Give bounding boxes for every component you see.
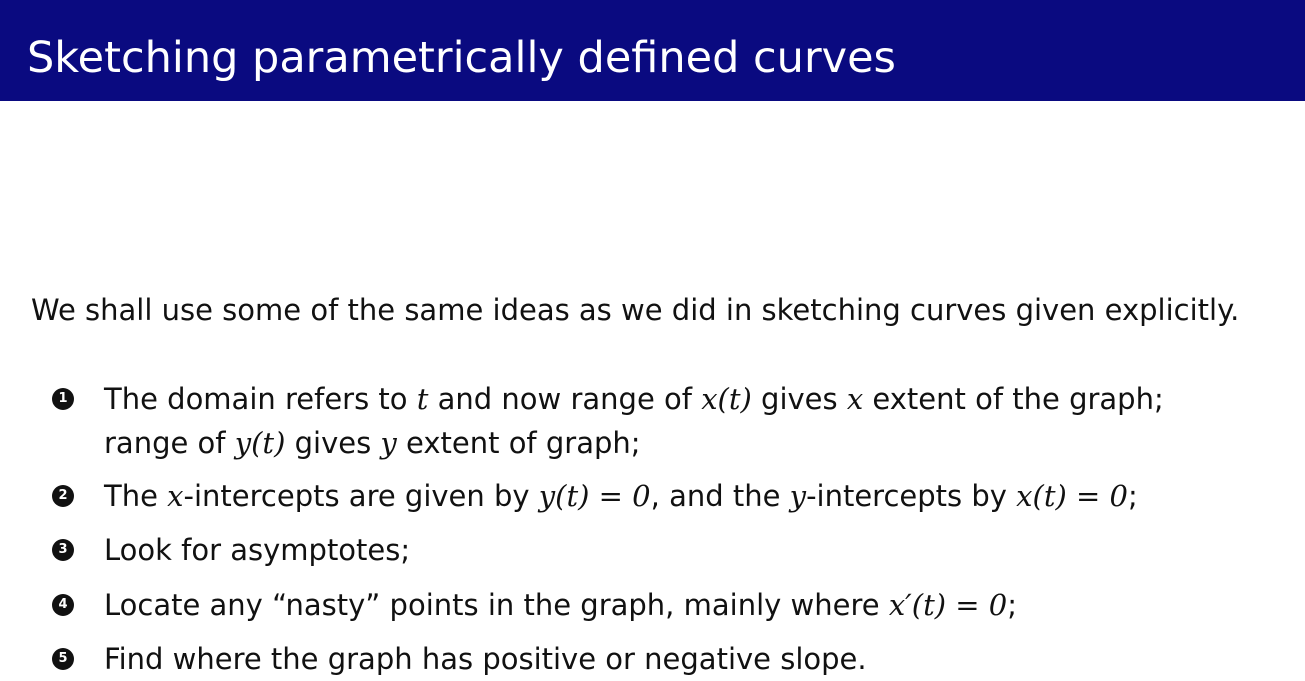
step-number-badge: 4 [52, 594, 74, 616]
title-bar [0, 0, 1305, 101]
text-run: range of [104, 426, 235, 460]
math-x-of-t-equals-zero: x(t) = 0 [1016, 479, 1128, 513]
math-y-of-t: y(t) [234, 426, 286, 460]
text-run: The domain refers to [104, 382, 417, 416]
text-run: and now range of [428, 382, 702, 416]
step-number-badge: 3 [52, 539, 74, 561]
text-run: extent of the graph; [863, 382, 1164, 416]
text-run: -intercepts by [806, 479, 1017, 513]
text-run: gives [285, 426, 381, 460]
math-y-of-t-equals-zero: y(t) = 0 [538, 479, 651, 513]
intro-text: We shall use some of the same ideas as we did in sketching curves given explicitly. [31, 293, 1240, 327]
math-x-prime-of-t-equals-zero: x′(t) = 0 [888, 588, 1008, 622]
math-x: x [846, 382, 864, 416]
math-x-of-t: x(t) [701, 382, 752, 416]
step-number-badge: 1 [52, 388, 74, 410]
step-number-badge: 5 [52, 648, 74, 670]
math-y: y [380, 426, 397, 460]
step-4-line [104, 585, 1017, 625]
text-run: -intercepts are given by [183, 479, 539, 513]
slide-title: Sketching parametrically defined curves [27, 33, 896, 83]
text-run: ; [1127, 479, 1138, 513]
step-number-badge: 2 [52, 485, 74, 507]
math-x: x [167, 479, 184, 513]
math-y: y [789, 479, 807, 513]
step-2-line [104, 476, 1138, 516]
text-run: ; [1007, 588, 1018, 622]
text-run: gives [751, 382, 847, 416]
step-1-line-1 [104, 379, 1164, 419]
text-run: Locate any “nasty” points in the graph, mainly where [104, 588, 889, 622]
step-3-line: Look for asymptotes; [104, 533, 411, 567]
math-t: t [416, 382, 429, 416]
text-run: extent of graph; [396, 426, 641, 460]
text-run: , and the [650, 479, 790, 513]
step-5-line: Find where the graph has positive or negative slope. [104, 642, 867, 676]
text-run: The [104, 479, 168, 513]
step-1-line-2 [104, 423, 641, 463]
